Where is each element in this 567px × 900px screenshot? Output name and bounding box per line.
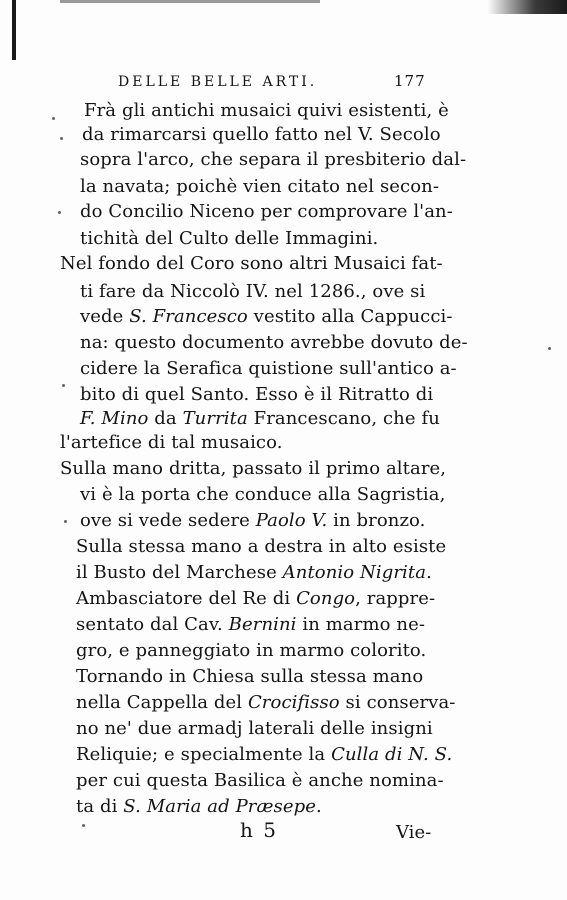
- text-line: [76, 666, 423, 688]
- scan-speck: [60, 137, 63, 140]
- italic-text-run: S. Maria ad Præsepe: [123, 796, 316, 817]
- text-run: .: [426, 562, 432, 583]
- text-line: [80, 228, 378, 250]
- italic-text-run: Paolo V.: [255, 510, 328, 531]
- italic-text-run: Antonio Nigrita: [282, 562, 427, 583]
- text-run: l'artefice di tal musaico.: [60, 432, 283, 453]
- text-line: [76, 796, 322, 818]
- text-line: [76, 744, 452, 766]
- text-run: Nel fondo del Coro sono altri Musaici fat-: [60, 253, 443, 274]
- text-line: [80, 201, 453, 223]
- text-line: [80, 484, 445, 506]
- scan-speck: [82, 824, 85, 827]
- text-line: [80, 408, 440, 430]
- text-line: [80, 384, 433, 406]
- signature-mark: h 5: [240, 818, 278, 842]
- text-run: Frà gli antichi musaici quivi esistenti, è: [84, 100, 449, 121]
- text-line: [80, 306, 453, 328]
- text-line: [76, 536, 446, 558]
- text-run: vestito alla Cappucci-: [247, 306, 453, 327]
- italic-text-run: Culla di N. S.: [331, 744, 453, 765]
- scan-edge-top: [60, 0, 320, 3]
- text-run: ti fare da Niccolò IV. nel 1286., ove si: [80, 281, 426, 302]
- text-run: .: [315, 796, 322, 817]
- scan-edge-top-right: [487, 0, 567, 14]
- italic-text-run: F. Mino: [80, 408, 149, 429]
- text-line: [84, 100, 449, 122]
- italic-text-run: Turrita: [182, 408, 248, 429]
- text-run: do Concilio Niceno per comprovare l'an-: [80, 201, 453, 222]
- text-line: [80, 332, 468, 354]
- text-run: sopra l'arco, che separa il presbiterio dal-: [80, 149, 467, 170]
- text-run: per cui questa Basilica è anche nomina-: [76, 770, 444, 791]
- scan-speck: [62, 384, 65, 387]
- text-line: [60, 458, 446, 480]
- text-run: Ambasciatore del Re di: [76, 588, 297, 609]
- text-run: gro, e panneggiato in marmo colorito.: [76, 640, 427, 661]
- text-run: da: [148, 408, 183, 429]
- text-line: [80, 176, 439, 198]
- text-line: [80, 149, 466, 171]
- text-line: [80, 281, 425, 303]
- catchword: Vie-: [396, 822, 432, 843]
- text-run: Tornando in Chiesa sulla stessa mano: [76, 666, 424, 687]
- italic-text-run: Bernini: [228, 614, 297, 635]
- text-line: [76, 770, 444, 792]
- text-line: [76, 562, 432, 584]
- text-run: na: questo documento avrebbe dovuto de-: [80, 332, 468, 353]
- text-run: tichità del Culto delle Immagini.: [80, 228, 379, 249]
- page-number: 177: [394, 72, 426, 90]
- text-line: [80, 358, 457, 380]
- text-run: la navata; poichè vien citato nel secon-: [80, 176, 440, 197]
- text-run: si conserva-: [339, 692, 456, 713]
- text-line: [60, 432, 283, 454]
- italic-text-run: S. Francesco: [129, 306, 248, 327]
- text-line: [76, 718, 433, 740]
- text-run: vede: [80, 306, 130, 327]
- scan-speck: [548, 347, 551, 350]
- text-run: Reliquie; e specialmente la: [76, 744, 332, 765]
- text-run: il Busto del Marchese: [76, 562, 283, 583]
- italic-text-run: Crocifisso: [247, 692, 340, 713]
- text-run: , rappre-: [355, 588, 436, 609]
- text-run: in marmo ne-: [296, 614, 425, 635]
- text-run: bito di quel Santo. Esso è il Ritratto di: [80, 384, 434, 405]
- running-head-title: DELLE BELLE ARTI.: [118, 74, 318, 90]
- text-line: [60, 253, 443, 275]
- text-line: [76, 640, 426, 662]
- text-run: Sulla stessa mano a destra in alto esiste: [76, 536, 447, 557]
- text-line: [82, 124, 441, 146]
- italic-text-run: Congo: [296, 588, 356, 609]
- text-run: cidere la Serafica quistione sull'antico a-: [80, 358, 457, 379]
- text-line: [76, 588, 435, 610]
- scan-speck: [52, 117, 55, 120]
- text-run: ta di: [76, 796, 124, 817]
- text-run: no ne' due armadj laterali delle insigni: [76, 718, 433, 739]
- text-line: [80, 510, 426, 532]
- text-line: [76, 614, 425, 636]
- text-run: Sulla mano dritta, passato il primo altare,: [60, 458, 447, 479]
- text-run: vi è la porta che conduce alla Sagristia,: [80, 484, 446, 505]
- text-run: Francescano, che fu: [247, 408, 440, 429]
- text-run: in bronzo.: [327, 510, 426, 531]
- scan-speck: [64, 520, 67, 523]
- scan-speck: [58, 211, 61, 214]
- text-line: [76, 692, 455, 714]
- scan-edge-left: [12, 0, 16, 60]
- text-run: ove si vede sedere: [80, 510, 256, 531]
- text-run: sentato dal Cav.: [76, 614, 229, 635]
- text-run: nella Cappella del: [76, 692, 248, 713]
- text-run: da rimarcarsi quello fatto nel V. Secolo: [82, 124, 441, 145]
